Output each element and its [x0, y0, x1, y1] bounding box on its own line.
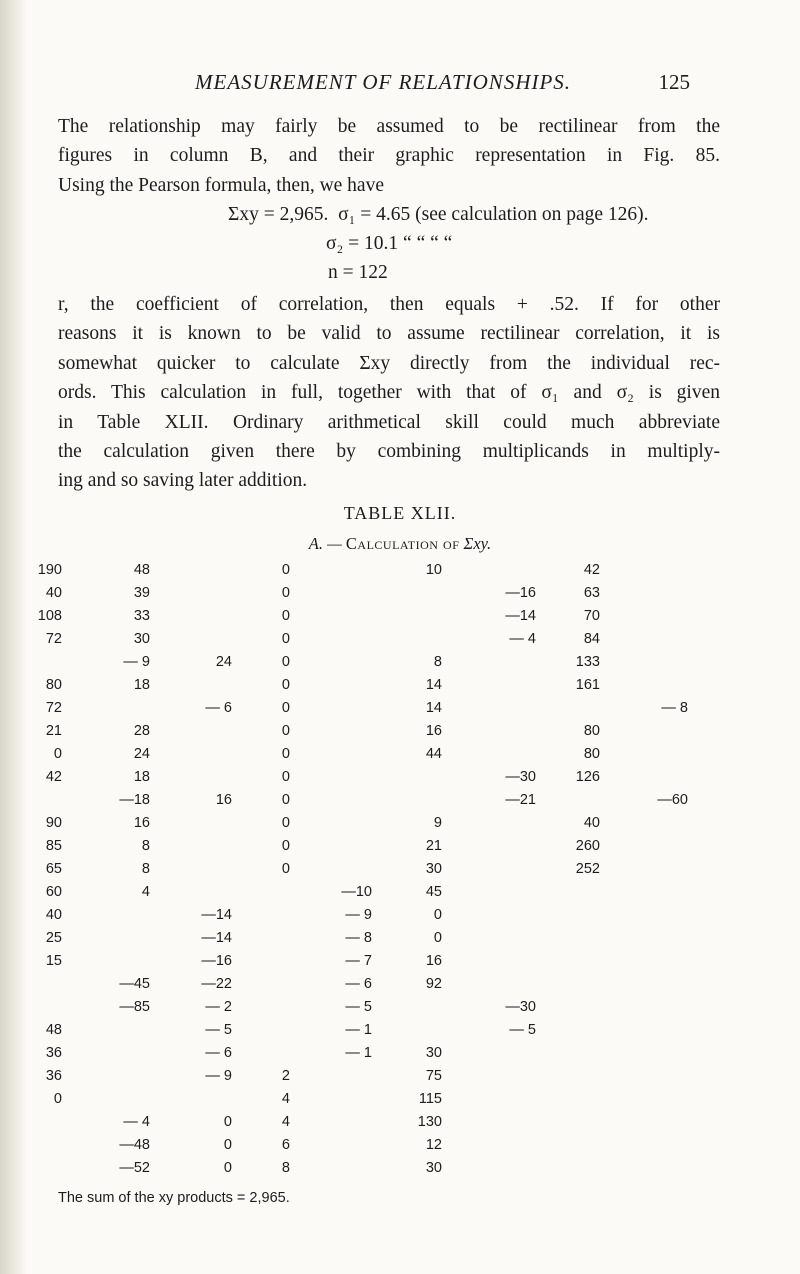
table-cell: 130 [417, 1114, 442, 1130]
table-cell: — 4 [123, 1114, 150, 1130]
table-cell: —18 [119, 792, 150, 808]
table-cell: 39 [133, 585, 150, 601]
paragraph-line: somewhat quicker to calculate Σxy directly from the individual rec- [58, 352, 720, 374]
table-cell: —45 [119, 976, 150, 992]
table-cell: 0 [223, 1137, 232, 1153]
table-cell: 70 [583, 608, 600, 624]
table-cell: 18 [133, 769, 150, 785]
table-cell: —30 [505, 769, 536, 785]
table-cell: 36 [45, 1068, 62, 1084]
table-cell: 42 [45, 769, 62, 785]
table-title: TABLE XLII. [343, 503, 457, 523]
table-cell: 60 [45, 884, 62, 900]
table-cell: 30 [133, 631, 150, 647]
table-cell: 4 [281, 1091, 290, 1107]
table-cell: 24 [133, 746, 150, 762]
table-cell: — 8 [345, 930, 372, 946]
table-cell: 65 [45, 861, 62, 877]
table-cell: — 8 [661, 700, 688, 716]
table-cell: 0 [281, 746, 290, 762]
paragraph-correlation [58, 290, 720, 496]
table-cell: 30 [425, 1160, 442, 1176]
table-cell: 16 [425, 953, 442, 969]
table-cell: — 9 [345, 907, 372, 923]
equation-sigma2: σ₂ = 10.1 “ “ “ “ [326, 233, 453, 254]
table-cell: 16 [425, 723, 442, 739]
table-cell: — 1 [345, 1022, 372, 1038]
paragraph-line: Using the Pearson formula, then, we have [58, 174, 384, 196]
table-cell: —30 [505, 999, 536, 1015]
table-cell: 85 [45, 838, 62, 854]
table-cell: 0 [281, 769, 290, 785]
paragraph-line: The relationship may fairly be assumed to be rectilinear from the [58, 116, 720, 137]
table-cell: 0 [281, 562, 290, 578]
table-cell: 0 [281, 608, 290, 624]
table-subtitle-caps: Calculation of [345, 534, 460, 553]
table-subtitle [0, 534, 800, 554]
table-cell: —10 [341, 884, 372, 900]
paragraph-intro [58, 112, 720, 200]
table-cell: 80 [45, 677, 62, 693]
table-cell: —85 [119, 999, 150, 1015]
table-cell: 4 [281, 1114, 290, 1130]
table-cell: 126 [575, 769, 600, 785]
page-number: 125 [658, 70, 690, 94]
table-cell: 0 [223, 1114, 232, 1130]
table-cell: 36 [45, 1045, 62, 1061]
equation-sum-xy: Σxy = 2,965. [228, 204, 329, 225]
table-cell: 8 [141, 838, 150, 854]
table-cell: 9 [433, 815, 442, 831]
table-cell: —14 [201, 930, 232, 946]
table-cell: — 6 [205, 700, 232, 716]
table-cell: 0 [223, 1160, 232, 1176]
table-cell: — 5 [205, 1022, 232, 1038]
paragraph-line: ords. This calculation in full, together with that of σ₁ and σ₂ is given [58, 382, 720, 404]
paragraph-line: the calculation given there by combining multiplicands in multiply- [58, 441, 720, 463]
table-cell: 30 [425, 861, 442, 877]
table-cell: 90 [45, 815, 62, 831]
table-cell: 108 [37, 608, 62, 624]
table-cell: —14 [201, 907, 232, 923]
table-cell: — 4 [509, 631, 536, 647]
table-cell: 40 [583, 815, 600, 831]
table-cell: —22 [201, 976, 232, 992]
paragraph-line: reasons it is known to be valid to assume rectilinear correlation, it is [58, 323, 720, 345]
table-cell: 92 [425, 976, 442, 992]
table-cell: 0 [433, 930, 442, 946]
table-cell: — 6 [345, 976, 372, 992]
table-cell: 260 [575, 838, 600, 854]
table-cell: 8 [281, 1160, 290, 1176]
table-cell: 14 [425, 700, 442, 716]
table-cell: 42 [583, 562, 600, 578]
table-cell: 48 [45, 1022, 62, 1038]
equation-sum-xy-sigma1 [228, 200, 649, 229]
table-sum-line: The sum of the xy products = 2,965. [58, 1190, 290, 1206]
table-cell: 28 [133, 723, 150, 739]
table-cell: 40 [45, 907, 62, 923]
table-cell: 15 [45, 953, 62, 969]
table-cell: 48 [133, 562, 150, 578]
table-cell: 0 [281, 723, 290, 739]
table-cell: —16 [505, 585, 536, 601]
table-subtitle-suffix: Σxy. [463, 534, 492, 553]
table-cell: 115 [418, 1091, 442, 1107]
table-cell: 0 [433, 907, 442, 923]
table-cell: 6 [281, 1137, 290, 1153]
table-cell: 63 [583, 585, 600, 601]
running-title: MEASUREMENT OF RELATIONSHIPS. [195, 70, 572, 94]
table-cell: 24 [215, 654, 232, 670]
table-cell: —52 [119, 1160, 150, 1176]
table-cell: 45 [425, 884, 442, 900]
table-cell: 0 [281, 585, 290, 601]
table-cell: 0 [281, 861, 290, 877]
table-cell: 10 [425, 562, 442, 578]
table-cell: — 5 [509, 1022, 536, 1038]
paragraph-line: r, the coefficient of correlation, then equals + .52. If for other [58, 294, 720, 315]
table-cell: 0 [281, 838, 290, 854]
table-cell: 190 [37, 562, 62, 578]
table-cell: 16 [133, 815, 150, 831]
table-cell: 8 [141, 861, 150, 877]
table-cell: 80 [583, 746, 600, 762]
table-cell: 0 [281, 654, 290, 670]
running-head [0, 70, 800, 102]
paragraph-line: ing and so saving later addition. [58, 470, 308, 492]
table-cell: 0 [53, 746, 62, 762]
table-cell: 33 [133, 608, 150, 624]
equation-block [228, 200, 649, 287]
table-cell: 0 [281, 700, 290, 716]
table-cell: — 9 [123, 654, 150, 670]
table-cell: 84 [583, 631, 600, 647]
paragraph-line: in Table XLII. Ordinary arithmetical skill could much abbreviate [58, 411, 720, 433]
table-cell: 0 [281, 631, 290, 647]
table-cell: 252 [575, 861, 600, 877]
table-cell: —14 [505, 608, 536, 624]
table-cell: 0 [281, 792, 290, 808]
table-cell: 0 [53, 1091, 62, 1107]
table-cell: 72 [45, 700, 62, 716]
table-cell: —48 [119, 1137, 150, 1153]
table-cell: 40 [45, 585, 62, 601]
table-cell: 80 [583, 723, 600, 739]
table-cell: 161 [575, 677, 600, 693]
table-cell: — 2 [205, 999, 232, 1015]
table-cell: — 7 [345, 953, 372, 969]
table-cell: —16 [201, 953, 232, 969]
table-cell: 18 [133, 677, 150, 693]
table-cell: —60 [657, 792, 688, 808]
equation-n: n = 122 [328, 262, 388, 283]
table-cell: 16 [215, 792, 232, 808]
paragraph-line: figures in column B, and their graphic representation in Fig. 85. [58, 145, 720, 167]
table-cell: 21 [425, 838, 442, 854]
table-cell: — 5 [345, 999, 372, 1015]
table-cell: 12 [425, 1137, 442, 1153]
table-cell: — 6 [205, 1045, 232, 1061]
table-cell: 133 [575, 654, 600, 670]
table-cell: 44 [425, 746, 442, 762]
table-cell: —21 [505, 792, 536, 808]
equation-sigma1: σ₁ = 4.65 (see calculation on page 126). [338, 204, 649, 225]
table-cell: 8 [433, 654, 442, 670]
calculation-table [0, 560, 800, 1240]
table-cell: 25 [45, 930, 62, 946]
table-cell: — 1 [345, 1045, 372, 1061]
table-cell: 72 [45, 631, 62, 647]
table-cell: 2 [281, 1068, 290, 1084]
table-subtitle-prefix: A. — [308, 534, 342, 553]
table-cell: 30 [425, 1045, 442, 1061]
table-cell: 0 [281, 677, 290, 693]
table-cell: 14 [425, 677, 442, 693]
table-cell: 4 [141, 884, 150, 900]
table-cell: — 9 [205, 1068, 232, 1084]
table-cell: 0 [281, 815, 290, 831]
table-cell: 75 [425, 1068, 442, 1084]
table-cell: 21 [45, 723, 62, 739]
